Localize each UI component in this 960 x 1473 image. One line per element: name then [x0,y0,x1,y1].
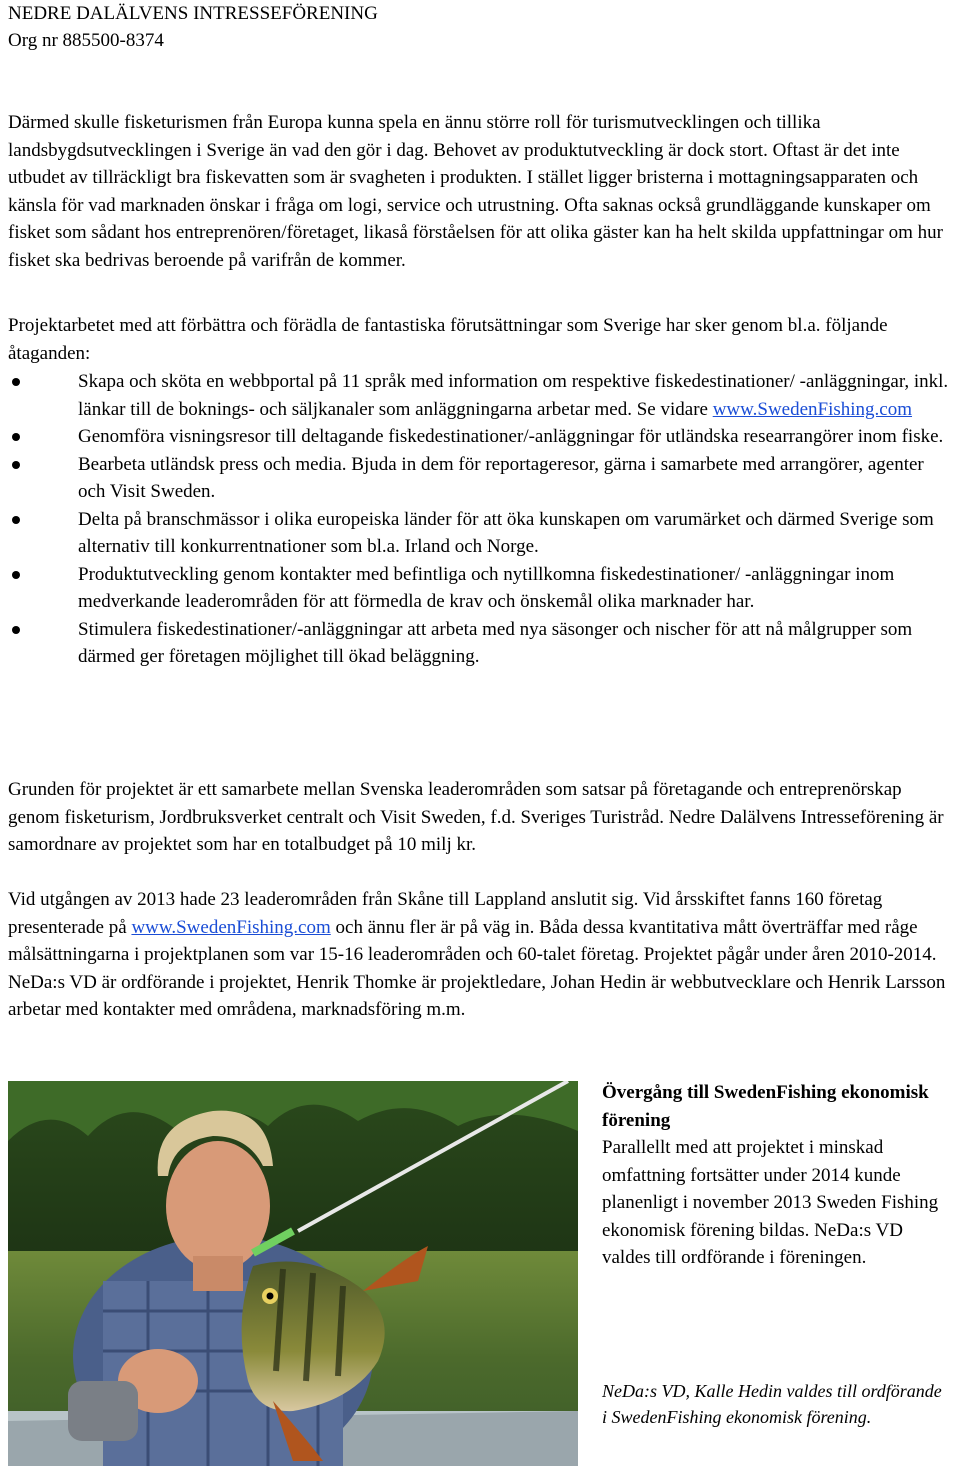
paragraph-progress: Vid utgången av 2013 hade 23 leaderområden från Skåne till Lappland anslutit sig. Vid årsskiftet fanns 160 företag presenterade på www.SwedenFishing.com och ännu fler är på väg in. Båda dessa kvantitativa mått överträffar med råge målsättningarna i projektplanen som var 15-16 leaderområden och 60-talet företag. Projektet pågår under åren 2010-2014. NeDa:s VD är ordförande i projektet, Henrik Thomke är projektledare, Johan Hedin är webbutvecklare och Henrik Larsson arbetar med kontakter med områdena, marknadsföring m.m. [8,889,946,1020]
photo-caption: NeDa:s VD, Kalle Hedin valdes till ordförande i SwedenFishing ekonomisk förening. [602,1381,942,1427]
list-item: Genomföra visningsresor till deltagande fiskedestinationer/-anläggningar för utländska researrangörer inom fiske. [8,423,953,451]
org-number: Org nr 885500-8374 [8,30,164,51]
paragraph-commitments: Projektarbetet med att förbättra och förädla de fantastiska förutsättningar som Sverige har sker genom bl.a. följande åtaganden: [8,315,888,364]
bullet-icon [12,461,20,469]
list-item: Skapa och sköta en webbportal på 11 språk med information om respektive fiskedestinationer/ -anläggningar, inkl. länkar till de boknings- och säljkanaler som anläggningarna arbetar med. Se vidare www.SwedenFishing.com [8,368,953,423]
photo-man-with-perch [8,1081,578,1466]
bullet-icon [12,378,20,386]
paragraph-partnership: Grunden för projektet är ett samarbete mellan Svenska leaderområden som satsar på företagande och entreprenörskap genom fisketurism, Jordbruksverket centralt och Visit Sweden, f.d. Sveriges Turistråd. Nedre Dalälvens Intresseförening är samordnare av projektet som har en totalbudget på 10 milj kr. [8,779,944,855]
paragraph-intro: Därmed skulle fisketurismen från Europa kunna spela en ännu större roll för turismutvecklingen och tillika landsbygdsutvecklingen i Sverige än vad den gör i dag. Behovet av produktutveckling är dock stort. Oftast är det inte utbudet av tillräckligt bra fiskevatten som är svagheten i produkten. I stället ligger bristerna i mottagningsapparaten och känsla för vad marknaden önskar i fråga om logi, service och utrustning. Ofta saknas också grundläggande kunskaper om fisket som sådant hos entreprenören/företaget, likaså förståelsen för att olika gäster kan ha helt skilda uppfattningar om hur fisket ska bedrivas beroende på varifrån de kommer. [8,112,943,271]
sidebar-text: Parallellt med att projektet i minskad omfattning fortsätter under 2014 kunde planenligt i november 2013 Sweden Fishing ekonomisk förening bildas. NeDa:s VD valdes till ordförande i föreningen. [602,1137,939,1268]
bullet-icon [12,433,20,441]
photo-illustration [8,1081,578,1466]
bullet-icon [12,516,20,524]
swedenfishing-link[interactable]: www.SwedenFishing.com [712,398,913,420]
commitments-list [8,368,953,671]
sidebar-title: Övergång till SwedenFishing ekonomisk förening [602,1082,929,1131]
list-item: Delta på branschmässor i olika europeiska länder för att öka kunskapen om varumärket och därmed Sverige som alternativ till konkurrentnationer som bl.a. Irland och Norge. [8,506,953,561]
sidebar-box [602,1079,947,1272]
swedenfishing-link[interactable]: www.SwedenFishing.com [131,916,331,938]
org-name: NEDRE DALÄLVENS INTRESSEFÖRENING [8,3,378,24]
letterhead [8,0,378,54]
list-item: Bearbeta utländsk press och media. Bjuda in dem för reportageresor, gärna i samarbete med arrangörer, agenter och Visit Sweden. [8,451,953,506]
list-item: Stimulera fiskedestinationer/-anläggningar att arbeta med nya säsonger och nischer för att nå målgrupper som därmed ger företagen möjlighet till ökad beläggning. [8,616,953,671]
bullet-icon [12,626,20,634]
list-item: Produktutveckling genom kontakter med befintliga och nytillkomna fiskedestinationer/ -anläggningar inom medverkande leaderområden för att förmedla de krav och önskemål olika marknader har. [8,561,953,616]
bullet-icon [12,571,20,579]
